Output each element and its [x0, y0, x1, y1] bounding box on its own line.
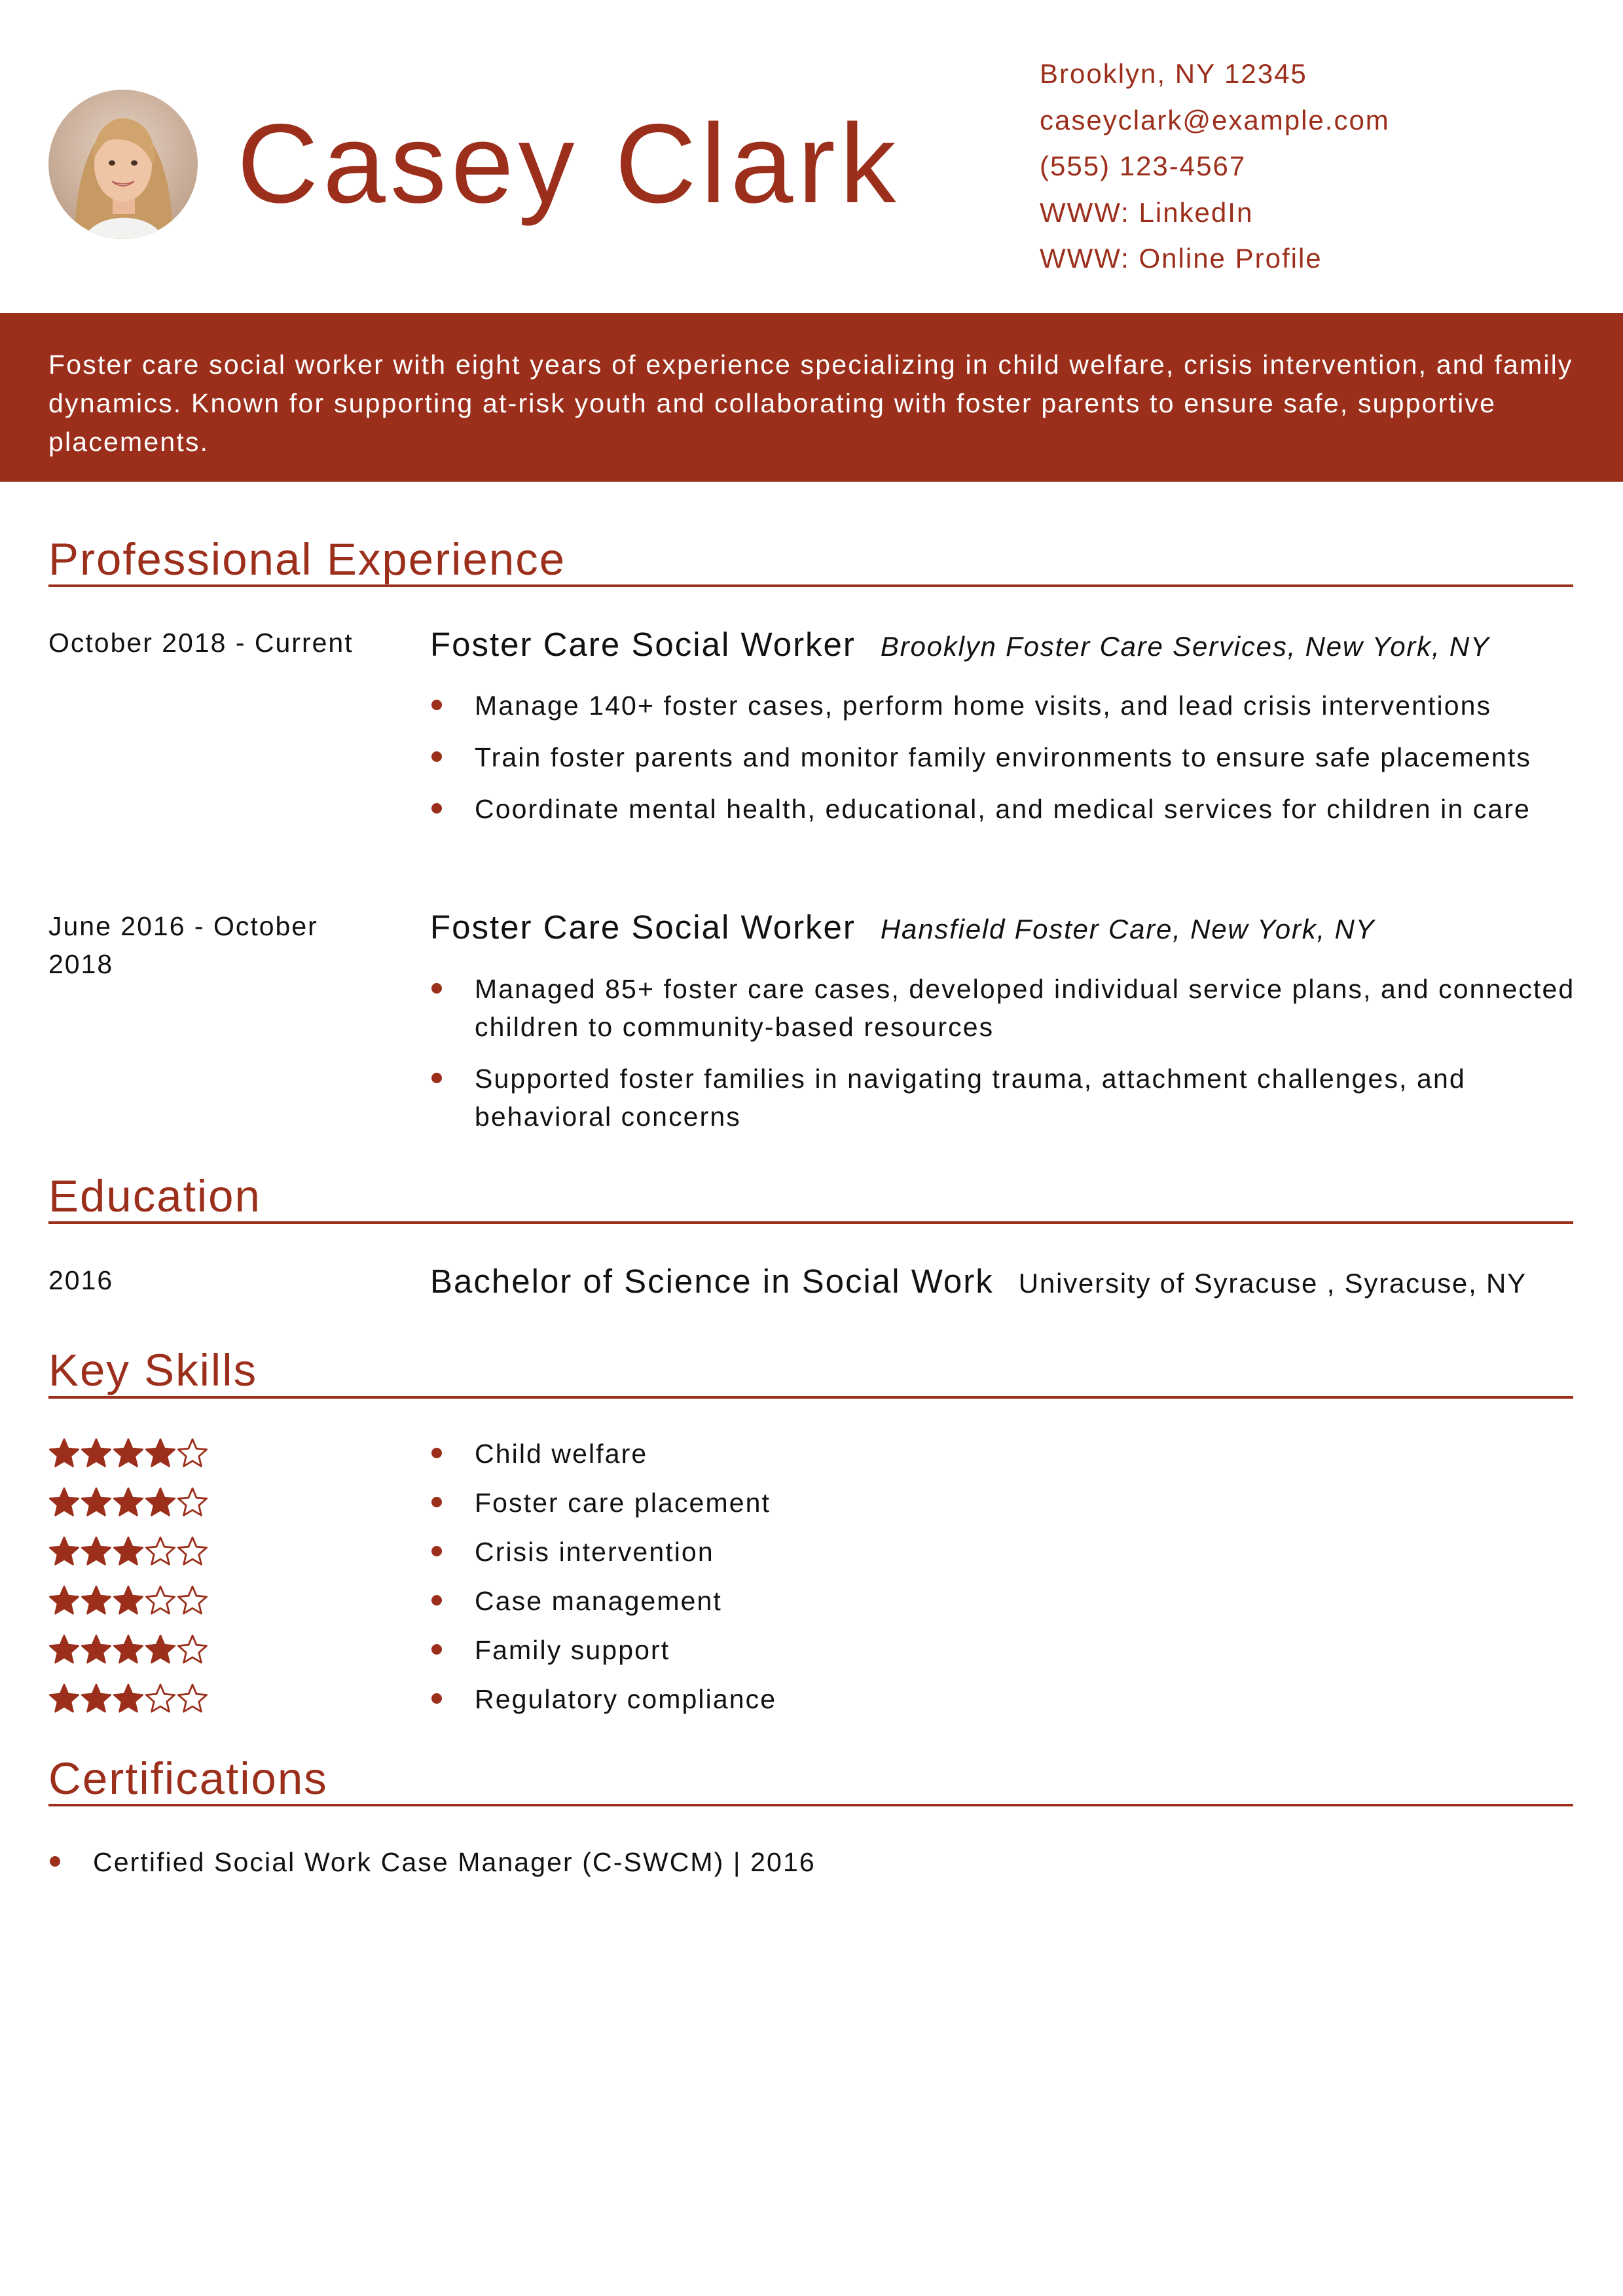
star-rating	[48, 1428, 209, 1477]
list-item: Train foster parents and monitor family environments to ensure safe placements	[430, 738, 1581, 776]
star-empty-icon	[145, 1683, 176, 1714]
resume-header	[0, 0, 1623, 313]
certifications-list	[48, 1843, 816, 1881]
star-filled-icon	[48, 1585, 80, 1616]
job-company: Hansfield Foster Care, New York, NY	[880, 914, 1376, 944]
star-filled-icon	[113, 1535, 144, 1567]
contact-profile-link[interactable]: WWW: Online Profile	[1040, 243, 1322, 274]
skill-item: Regulatory compliance	[430, 1675, 776, 1724]
star-filled-icon	[145, 1634, 176, 1665]
star-filled-icon	[81, 1437, 112, 1469]
education-entry	[430, 1262, 1527, 1303]
star-empty-icon	[177, 1437, 208, 1469]
star-rating	[48, 1477, 209, 1526]
skill-item: Child welfare	[430, 1429, 776, 1479]
job-title	[430, 625, 1490, 666]
star-empty-icon	[177, 1486, 208, 1518]
star-rating	[48, 1575, 209, 1624]
star-filled-icon	[81, 1634, 112, 1665]
avatar-image	[48, 90, 198, 239]
star-empty-icon	[145, 1585, 176, 1616]
contact-address: Brooklyn, NY 12345	[1040, 58, 1307, 89]
summary-band	[0, 313, 1623, 482]
job-bullets	[430, 970, 1581, 1136]
star-empty-icon	[145, 1535, 176, 1567]
star-empty-icon	[177, 1683, 208, 1714]
candidate-name: Casey Clark	[237, 101, 901, 226]
list-item: Manage 140+ foster cases, perform home visits, and lead crisis interventions	[430, 687, 1581, 725]
job-dates: June 2016 - October 2018	[48, 911, 318, 979]
star-filled-icon	[48, 1535, 80, 1567]
contact-email[interactable]: caseyclark@example.com	[1040, 104, 1390, 135]
skills-list	[430, 1429, 776, 1724]
star-empty-icon	[177, 1535, 208, 1567]
star-filled-icon	[81, 1535, 112, 1567]
certifications-heading: Certifications	[48, 1753, 328, 1804]
star-filled-icon	[81, 1683, 112, 1714]
star-filled-icon	[81, 1486, 112, 1518]
star-filled-icon	[145, 1486, 176, 1518]
degree-name: Bachelor of Science in Social Work	[430, 1263, 994, 1300]
contact-info	[1040, 51, 1390, 282]
star-filled-icon	[113, 1585, 144, 1616]
skill-item: Family support	[430, 1626, 776, 1675]
star-filled-icon	[113, 1437, 144, 1469]
list-item: Coordinate mental health, educational, and medical services for children in care	[430, 790, 1581, 828]
profile-photo	[48, 90, 198, 239]
education-divider	[48, 1221, 1573, 1224]
star-filled-icon	[145, 1437, 176, 1469]
skill-item: Case management	[430, 1577, 776, 1626]
star-rating	[48, 1674, 209, 1723]
job-company: Brooklyn Foster Care Services, New York, NY	[880, 631, 1490, 662]
job-title	[430, 908, 1375, 949]
star-filled-icon	[48, 1437, 80, 1469]
star-filled-icon	[81, 1585, 112, 1616]
contact-linkedin-link[interactable]: WWW: LinkedIn	[1040, 196, 1254, 228]
skills-heading: Key Skills	[48, 1345, 258, 1395]
certifications-divider	[48, 1804, 1573, 1806]
skills-divider	[48, 1396, 1573, 1399]
star-empty-icon	[177, 1634, 208, 1665]
education-heading: Education	[48, 1171, 261, 1221]
star-filled-icon	[48, 1486, 80, 1518]
star-filled-icon	[113, 1486, 144, 1518]
star-rating	[48, 1526, 209, 1575]
experience-divider	[48, 584, 1573, 587]
skill-item: Foster care placement	[430, 1479, 776, 1528]
star-filled-icon	[48, 1634, 80, 1665]
summary-text: Foster care social worker with eight years of experience specializing in child welfare, crisis intervention, and family dynamics. Known for supporting at-risk youth and collaborating with foster parents to ensure safe, supportive placements.	[48, 350, 1573, 457]
list-item: Managed 85+ foster care cases, developed individual service plans, and connected children to community-based resources	[430, 970, 1581, 1046]
star-filled-icon	[113, 1683, 144, 1714]
star-filled-icon	[48, 1683, 80, 1714]
education-year: 2016	[48, 1265, 114, 1295]
contact-phone[interactable]: (555) 123-4567	[1040, 151, 1247, 181]
skill-item: Crisis intervention	[430, 1528, 776, 1577]
skill-ratings	[48, 1428, 209, 1723]
star-empty-icon	[177, 1585, 208, 1616]
job-position: Foster Care Social Worker	[430, 626, 856, 663]
job-dates: October 2018 - Current	[48, 628, 354, 658]
experience-heading: Professional Experience	[48, 534, 566, 584]
job-position: Foster Care Social Worker	[430, 908, 856, 946]
certification-item: Certified Social Work Case Manager (C-SWCM) | 2016	[48, 1843, 816, 1881]
star-rating	[48, 1624, 209, 1674]
job-bullets	[430, 687, 1581, 828]
star-filled-icon	[113, 1634, 144, 1665]
school-name: University of Syracuse , Syracuse, NY	[1018, 1268, 1527, 1299]
list-item: Supported foster families in navigating trauma, attachment challenges, and behavioral concerns	[430, 1060, 1581, 1136]
